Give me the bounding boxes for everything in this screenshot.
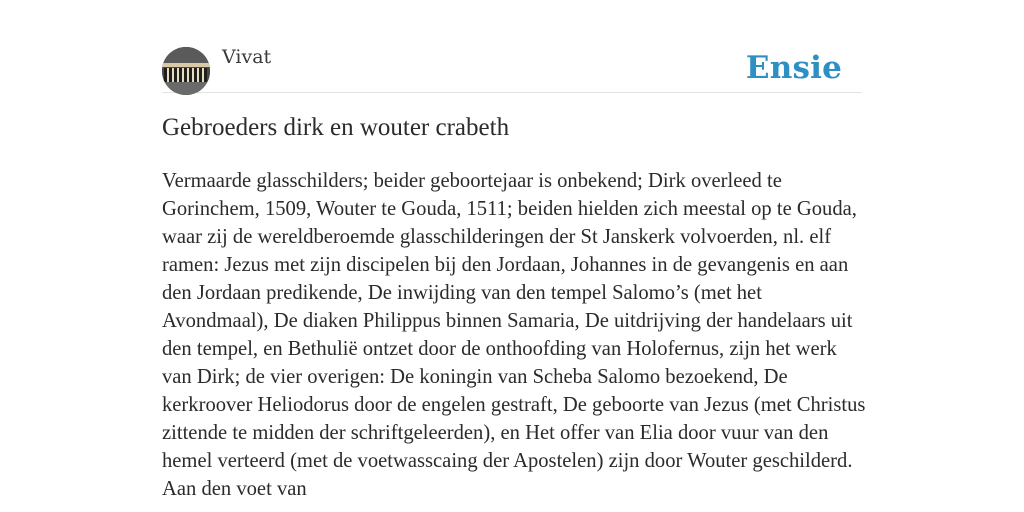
- article-title: Gebroeders dirk en wouter crabeth: [162, 114, 510, 141]
- author-avatar[interactable]: [162, 47, 210, 95]
- brand-logo[interactable]: Ensie: [745, 50, 842, 86]
- author-name[interactable]: Vivat: [222, 46, 272, 68]
- library-bookshelf-icon: [162, 47, 210, 95]
- article-body: Vermaarde glasschilders; beider geboortejaar is onbekend; Dirk overleed te Gorinchem, 1509, Wouter te Gouda, 1511; beiden hielden zich meestal op te Gouda, waar zij de wereldberoemde glasschilderingen der St Janskerk volvoerden, nl. elf ramen: Jezus met zijn discipelen bij den Jordaan, Johannes in de gevangenis en aan den Jordaan predikende, De inwijding van den tempel Salomo’s (met het Avondmaal), De diaken Philippus binnen Samaria, De uitdrijving der handelaars uit den tempel, en Bethulië ontzet door de onthoofding van Holofernus, zijn het werk van Dirk; de vier overigen: De koningin van Scheba Salomo bezoekend, De kerkroover Heliodorus door de engelen gestraft, De geboorte van Jezus (met Christus zittende te midden der schriftgeleerden), en Het offer van Elia door vuur van den hemel verteerd (met de voetwasscaing der Apostelen) zijn door Wouter geschilderd. Aan den voet van: [162, 170, 866, 500]
- site-header: [162, 44, 862, 93]
